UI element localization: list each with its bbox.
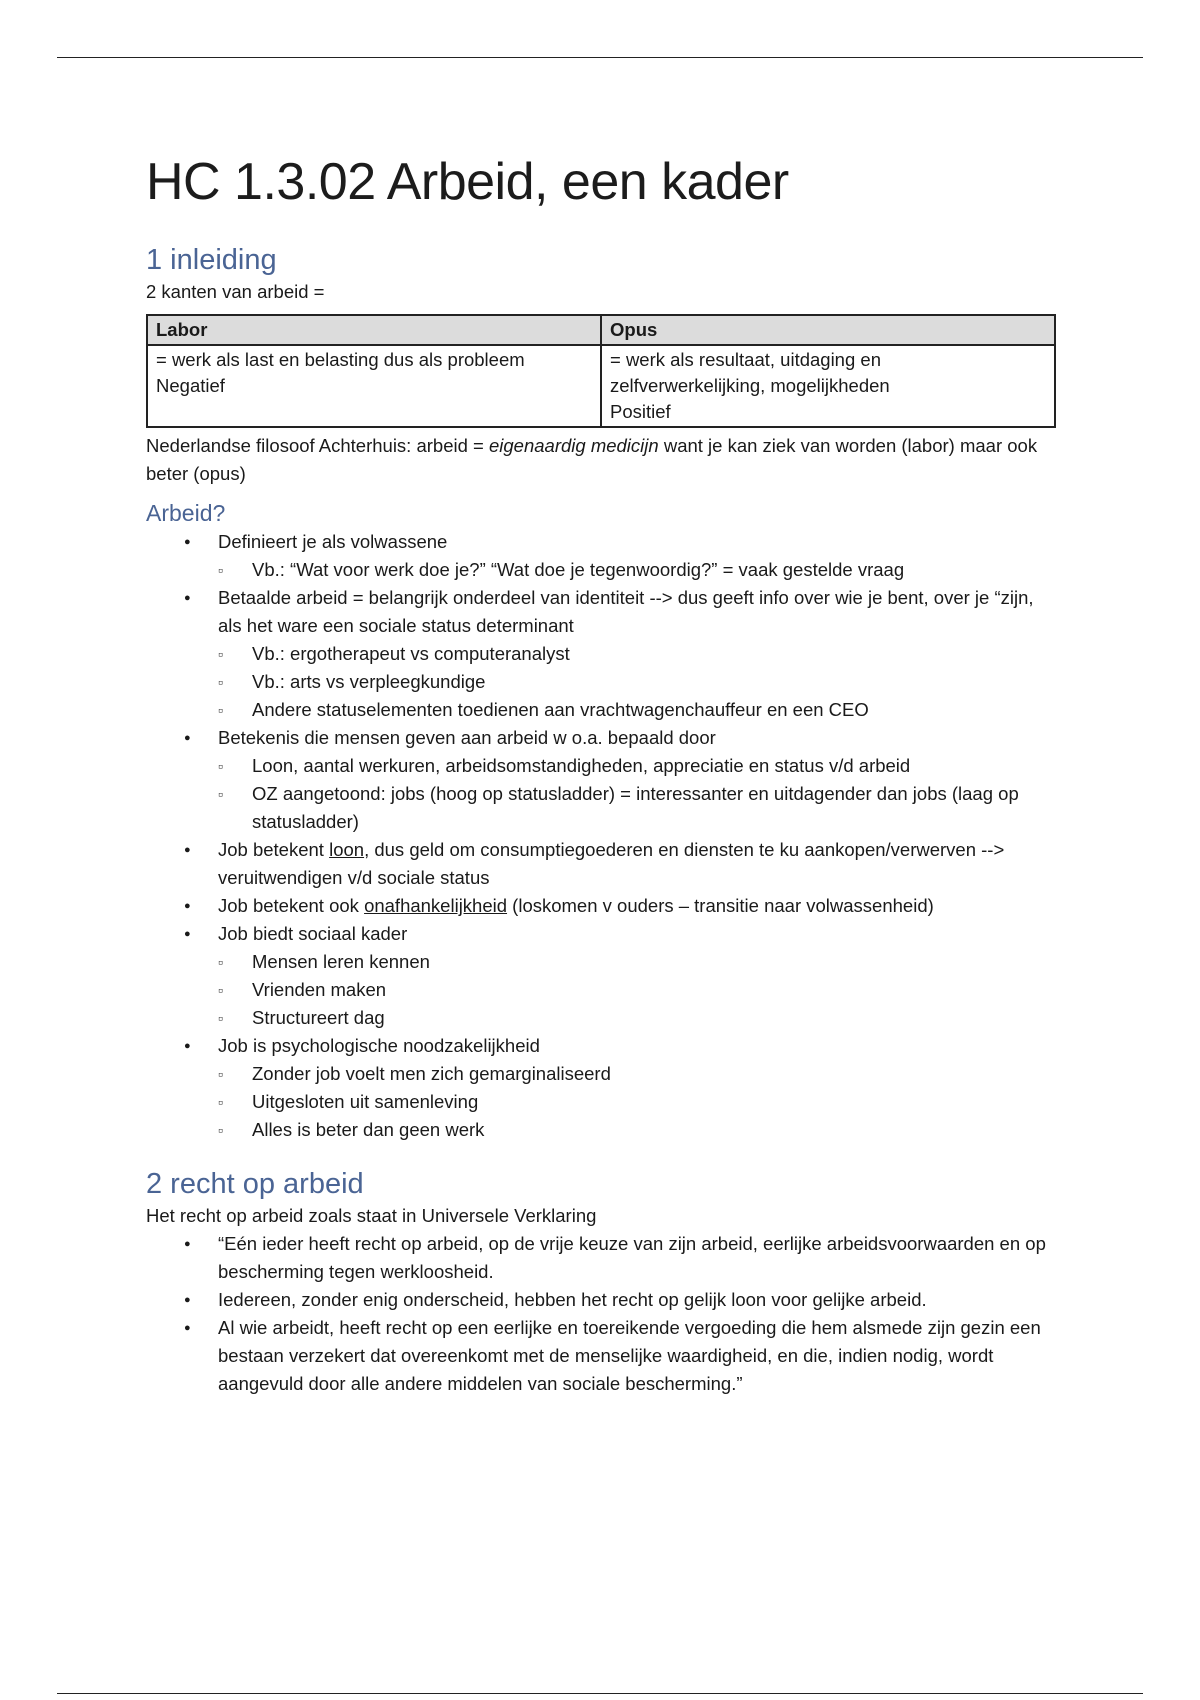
quote-text: Nederlandse filosoof Achterhuis: arbeid = — [146, 435, 489, 456]
section-heading-recht: 2 recht op arbeid — [146, 1168, 364, 1200]
list-item: ● Al wie arbeidt, heeft recht op een eerlijke en toereikende vergoeding die hem alsmede zijn gezin een bestaan verzekert dat overeenkomt met de menselijke waardigheid, en die, indien nodig, wordt aangevuld door alle andere middelen van sociale bescherming.” — [146, 1314, 1056, 1398]
recht-list — [146, 1230, 1056, 1398]
quote-text: want je kan ziek van worden (labor) maar ook beter (opus) — [146, 435, 1038, 484]
list-item — [146, 724, 1056, 836]
list-item-text: Definieert je als volwassene — [218, 531, 448, 552]
sub-list-item: ▫ Structureert dag — [218, 1004, 1056, 1032]
sub-list — [218, 556, 1056, 584]
sub-list-item: ▫ Andere statuselementen toedienen aan vrachtwagenchauffeur en een CEO — [218, 696, 1056, 724]
list-item-text: , dus geld om consumptiegoederen en diensten te ku aankopen/verwerven --> veruitwendigen v/d sociale status — [218, 839, 1005, 888]
list-item — [146, 528, 1056, 584]
underlined-term: onafhankelijkheid — [364, 895, 508, 916]
sub-list-item: ▫ Alles is beter dan geen werk — [218, 1116, 1056, 1144]
footer-rule — [57, 1693, 1143, 1694]
table-cell-opus — [601, 345, 1055, 427]
table-header-labor: Labor — [147, 315, 601, 345]
table-header-row — [147, 315, 1055, 345]
list-item-text: Betaalde arbeid = belangrijk onderdeel van identiteit --> dus geeft info over wie je bent, over je “zijn, als het ware een sociale status determinant — [218, 587, 1034, 636]
arbeid-list — [146, 528, 1056, 1144]
sub-list-item: ▫ OZ aangetoond: jobs (hoog op statusladder) = interessanter en uitdagender dan jobs (laag op statusladder) — [218, 780, 1056, 836]
intro-text: 2 kanten van arbeid = — [146, 281, 325, 302]
section-heading-inleiding: 1 inleiding — [146, 244, 277, 276]
list-item — [146, 836, 1056, 892]
underlined-term: loon — [329, 839, 365, 860]
list-item — [146, 920, 1056, 1032]
list-item — [146, 1032, 1056, 1144]
list-item-text: Job biedt sociaal kader — [218, 923, 408, 944]
sub-list — [218, 948, 1056, 1032]
list-item: ● Iedereen, zonder enig onderscheid, hebben het recht op gelijk loon voor gelijke arbeid. — [146, 1286, 1056, 1314]
table-header-opus: Opus — [601, 315, 1055, 345]
section-heading-arbeid: Arbeid? — [146, 500, 226, 526]
list-item: ● “Eén ieder heeft recht op arbeid, op de vrije keuze van zijn arbeid, eerlijke arbeidsvoorwaarden en op bescherming tegen werkloosheid. — [146, 1230, 1056, 1286]
cell-line: = werk als resultaat, uitdaging en — [610, 349, 881, 370]
list-item-text: Betekenis die mensen geven aan arbeid w o.a. bepaald door — [218, 727, 716, 748]
list-item-text: Job betekent ook — [218, 895, 365, 916]
cell-line: Negatief — [156, 375, 225, 396]
sub-list-item: ▫ Vb.: arts vs verpleegkundige — [218, 668, 1056, 696]
sub-list-item: ▫ Vrienden maken — [218, 976, 1056, 1004]
sub-list-item: ▫ Vb.: “Wat voor werk doe je?” “Wat doe je tegenwoordig?” = vaak gestelde vraag — [218, 556, 1056, 584]
list-item — [146, 892, 1056, 920]
list-item — [146, 584, 1056, 724]
cell-line: zelfverwerkelijking, mogelijkheden — [610, 375, 890, 396]
sub-list — [218, 752, 1056, 836]
cell-line: = werk als last en belasting dus als probleem — [156, 349, 525, 370]
achterhuis-quote — [146, 432, 1056, 488]
table-row — [147, 345, 1055, 427]
sub-list-item: ▫ Loon, aantal werkuren, arbeidsomstandigheden, appreciatie en status v/d arbeid — [218, 752, 1056, 780]
sub-list — [218, 1060, 1056, 1144]
table-cell-labor — [147, 345, 601, 427]
document-page — [146, 150, 1056, 1398]
list-item-text: (loskomen v ouders – transitie naar volwassenheid) — [507, 895, 934, 916]
quote-emphasis: eigenaardig medicijn — [488, 435, 659, 456]
sub-list-item: ▫ Uitgesloten uit samenleving — [218, 1088, 1056, 1116]
sub-list-item: ▫ Mensen leren kennen — [218, 948, 1056, 976]
list-item-text: Job betekent — [218, 839, 330, 860]
sub-list — [218, 640, 1056, 724]
sub-list-item: ▫ Zonder job voelt men zich gemarginaliseerd — [218, 1060, 1056, 1088]
list-item-text: Job is psychologische noodzakelijkheid — [218, 1035, 540, 1056]
cell-line: Positief — [610, 401, 671, 422]
document-title: HC 1.3.02 Arbeid, een kader — [146, 153, 789, 211]
header-rule — [57, 57, 1143, 58]
sub-list-item: ▫ Vb.: ergotherapeut vs computeranalyst — [218, 640, 1056, 668]
recht-intro: Het recht op arbeid zoals staat in Universele Verklaring — [146, 1205, 597, 1226]
labor-opus-table — [146, 314, 1056, 428]
